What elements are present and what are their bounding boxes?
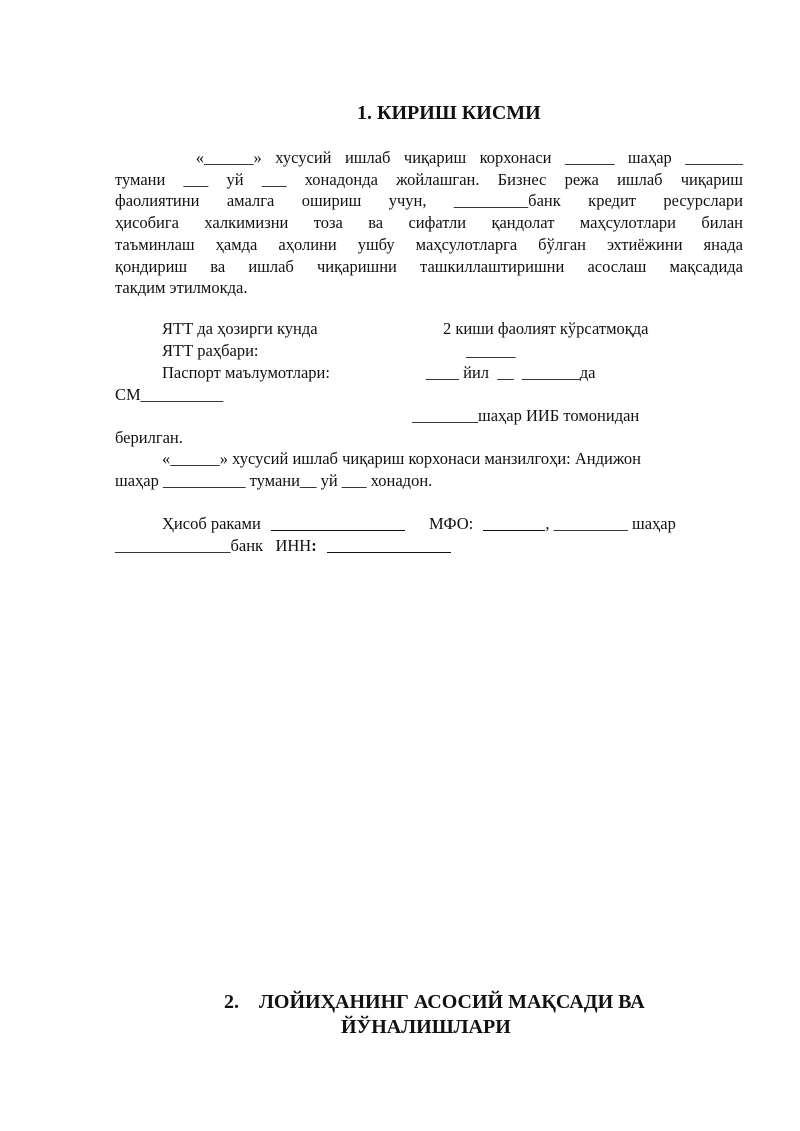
mfo-label: МФО: [429,514,474,533]
address-line-1: «______» хусусий ишлаб чиқариш корхонаси манзилгоҳи: Андижон [162,449,641,468]
issued-word: берилган. [115,428,183,447]
account-blank [271,530,405,531]
bank-row [115,536,451,556]
inn-colon: : [311,536,317,555]
account-label: Ҳисоб раками [162,514,261,533]
inn-blank [327,552,451,553]
account-row [162,514,676,534]
intro-line-2: тумани ___ уй ___ хонадонда жойлашган. Бизнес режа ишлаб чиқариш [115,169,743,189]
sm-line: СМ__________ [115,385,224,404]
issued-by: ________шаҳар ИИБ томонидан [412,406,640,425]
section2-title-line-1: 2. ЛОЙИҲАНИНГ АСОСИЙ МАҚСАДИ ВА [224,991,645,1013]
intro-line-3: фаолиятини амалга ошириш учун, _________банк кредит ресурслари [115,191,743,211]
current-label: ЯТТ да ҳозирги кунда [162,319,318,338]
passport-label: Паспорт маълумотлари: [162,363,330,382]
mfo-tail: , _________ шаҳар [545,514,676,533]
head-label: ЯТТ раҳбари: [162,341,259,360]
head-value: ______ [466,341,516,360]
current-value: 2 киши фаолият кўрсатмоқда [443,319,649,338]
intro-paragraph [115,147,743,299]
section2-title-line-2: ЙЎНАЛИШЛАРИ [341,1016,511,1038]
passport-value: ____ йил __ _______да [426,363,596,382]
section1-title: 1. КИРИШ КИСМИ [357,102,541,124]
intro-line-4: ҳисобига халкимизни тоза ва сифатли қандолат маҳсулотлари билан [115,213,743,233]
intro-line-7: такдим этилмокда. [115,278,248,298]
intro-line-5: таъминлаш ҳамда аҳолини ушбу маҳсулотларга бўлган эхтиёжини янада [115,234,743,254]
mfo-blank [483,530,545,531]
address-line-2: шаҳар __________ тумани__ уй ___ хонадон. [115,471,433,490]
bank-line-prefix: ______________банк ИНН [115,536,312,555]
intro-line-6: қондириш ва ишлаб чиқаришни ташкиллаштиришни асослаш мақсадида [115,256,743,276]
intro-line-1: «______» хусусий ишлаб чиқариш корхонаси ______ шаҳар _______ [115,148,743,167]
